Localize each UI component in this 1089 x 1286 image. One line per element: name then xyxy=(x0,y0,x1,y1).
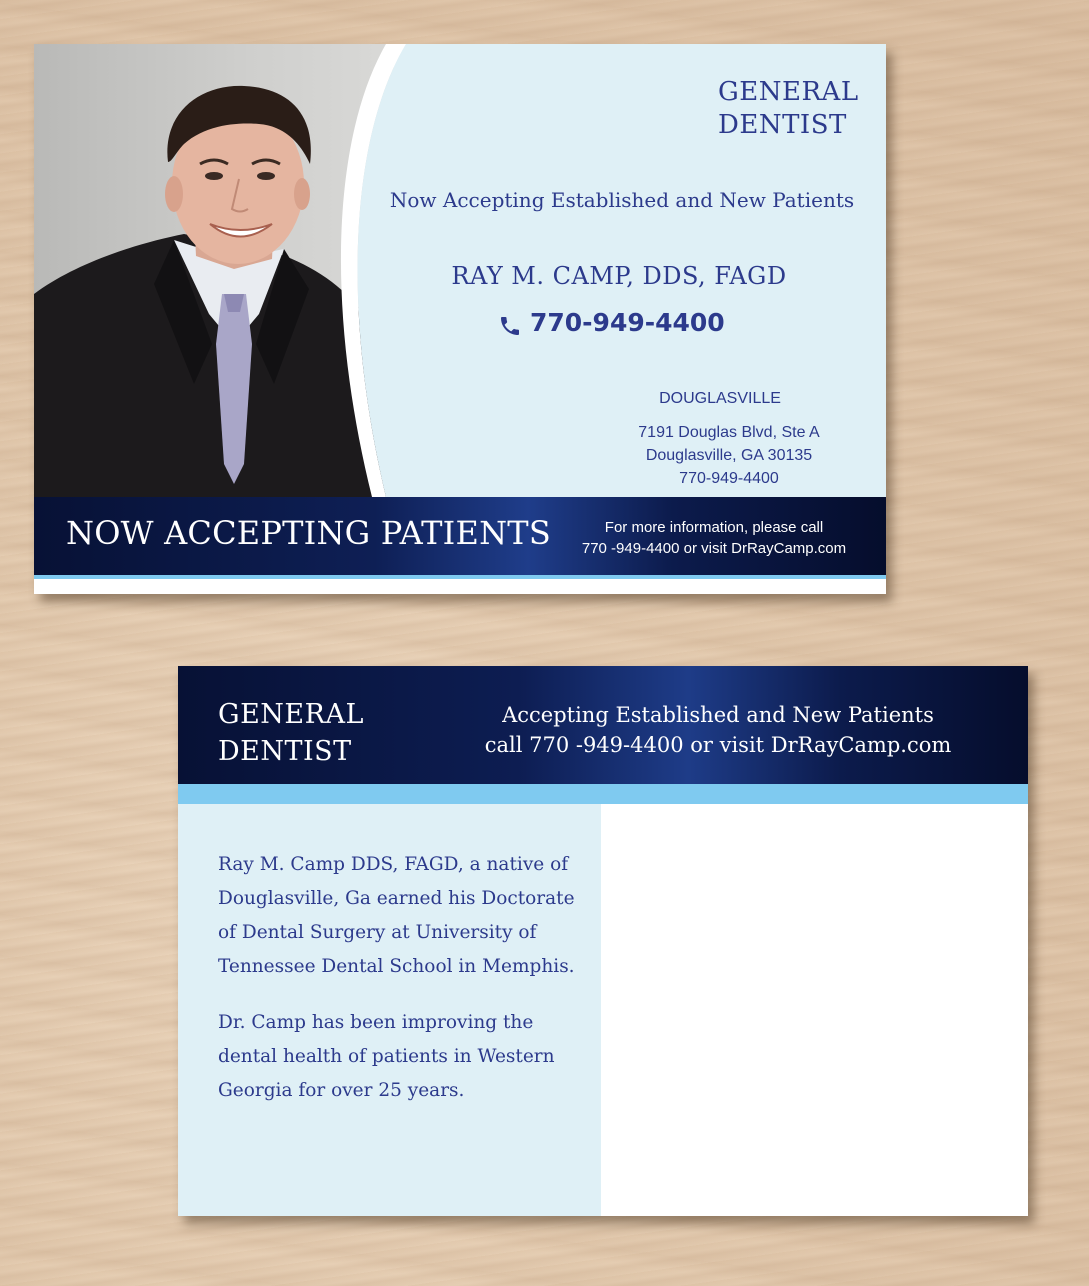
address-street: 7191 Douglas Blvd, Ste A xyxy=(638,424,820,441)
bio-paragraph: Ray M. Camp DDS, FAGD, a native of Douglasville, Ga earned his Doctorate of Dental Surgery at University of Tennessee Dental School in Memphis. xyxy=(218,854,575,977)
address-city-state-zip: Douglasville, GA 30135 xyxy=(645,447,813,464)
location-address xyxy=(614,421,844,490)
postcard-back xyxy=(178,666,1028,1216)
postcard-front xyxy=(34,44,886,594)
back-accepting-text xyxy=(468,700,968,760)
front-accepting-text: Now Accepting Established and New Patients xyxy=(389,188,855,212)
back-heading xyxy=(218,696,364,770)
more-info-line1: For more information, please call xyxy=(604,519,824,536)
front-heading xyxy=(718,76,868,142)
location-city: DOUGLASVILLE xyxy=(659,390,781,407)
bio-text xyxy=(218,848,578,1130)
more-info-line2: 770 -949-4400 or visit DrRayCamp.com xyxy=(581,540,847,557)
back-heading-line2: DENTIST xyxy=(218,736,352,767)
more-info-text xyxy=(564,517,864,559)
doctor-name: RAY M. CAMP, DDS, FAGD xyxy=(451,262,787,290)
phone-icon xyxy=(498,314,522,338)
back-accent-stripe xyxy=(178,784,1028,804)
bio-paragraph: Dr. Camp has been improving the dental health of patients in Western Georgia for over 25 years. xyxy=(218,1012,555,1101)
address-phone: 770-949-4400 xyxy=(679,470,779,487)
back-accepting-line1: Accepting Established and New Patients xyxy=(502,703,934,727)
banner-headline: NOW ACCEPTING PATIENTS xyxy=(66,514,551,552)
front-heading-line2: DENTIST xyxy=(718,110,847,140)
back-heading-line1: GENERAL xyxy=(218,699,364,730)
front-heading-line1: GENERAL xyxy=(718,77,859,107)
front-accent-stripe xyxy=(34,575,886,579)
back-accepting-line2: call 770 -949-4400 or visit DrRayCamp.com xyxy=(484,733,952,757)
front-phone-number: 770-949-4400 xyxy=(530,308,725,337)
